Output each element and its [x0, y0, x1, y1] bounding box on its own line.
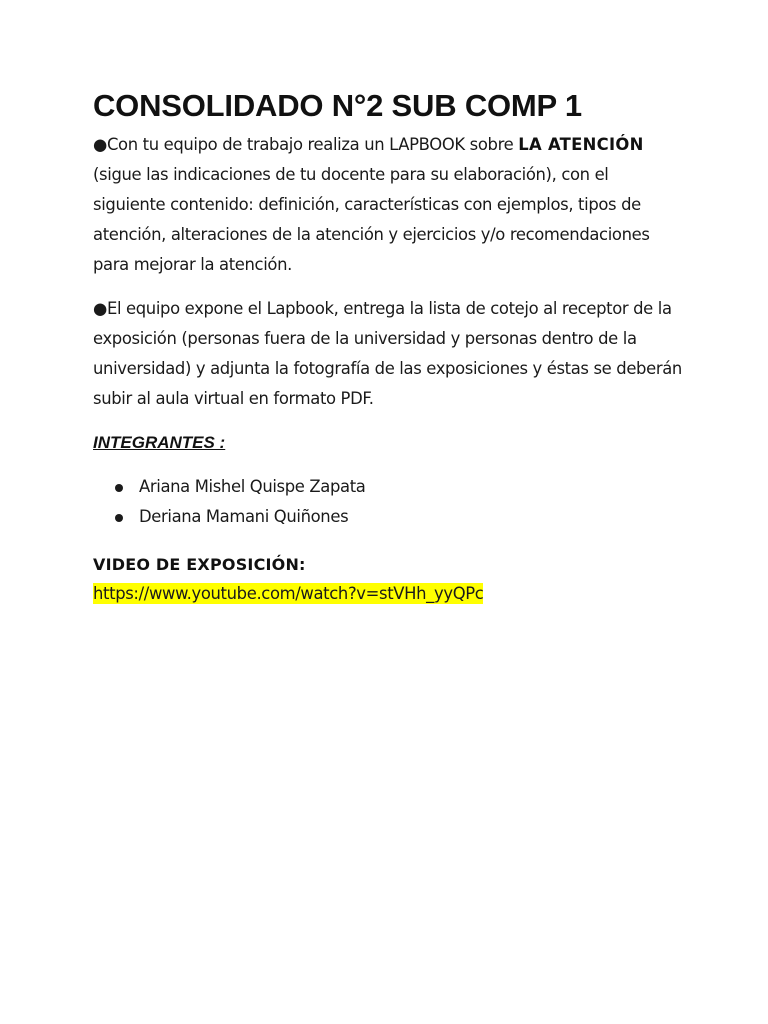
member-name: Ariana Mishel Quispe Zapata — [139, 477, 366, 496]
instruction-paragraph-1 — [93, 130, 683, 280]
bullet-icon — [115, 484, 123, 492]
paragraph-1-suffix: (sigue las indicaciones de tu docente para su elaboración), con el siguiente contenido: definición, características con ejemplos, tipos de atención, alteraciones de la atención y ejercicios y/o recomendaciones para mejorar la atención. — [93, 165, 650, 274]
video-link[interactable]: https://www.youtube.com/watch?v=stVHh_yyQPc — [93, 584, 484, 603]
list-item — [93, 472, 683, 502]
instruction-paragraph-2: ●El equipo expone el Lapbook, entrega la lista de cotejo al receptor de la exposición (personas fuera de la universidad y personas dentro de la universidad) y adjunta la fotografía de las exposiciones y éstas se deberán subir al aula virtual en formato PDF. — [93, 299, 682, 408]
document-title: CONSOLIDADO N°2 SUB COMP 1 — [93, 88, 582, 123]
paragraph-1-emphasis: LA ATENCIÓN — [518, 135, 644, 154]
paragraph-1-prefix: ●Con tu equipo de trabajo realiza un LAPBOOK sobre — [93, 135, 519, 154]
list-item — [93, 502, 683, 532]
document-page — [93, 84, 683, 608]
members-list — [93, 472, 683, 532]
members-label: INTEGRANTES : — [93, 433, 226, 452]
bullet-icon — [115, 514, 123, 522]
video-heading: VIDEO DE EXPOSICIÓN: — [93, 555, 306, 574]
member-name: Deriana Mamani Quiñones — [139, 507, 349, 526]
